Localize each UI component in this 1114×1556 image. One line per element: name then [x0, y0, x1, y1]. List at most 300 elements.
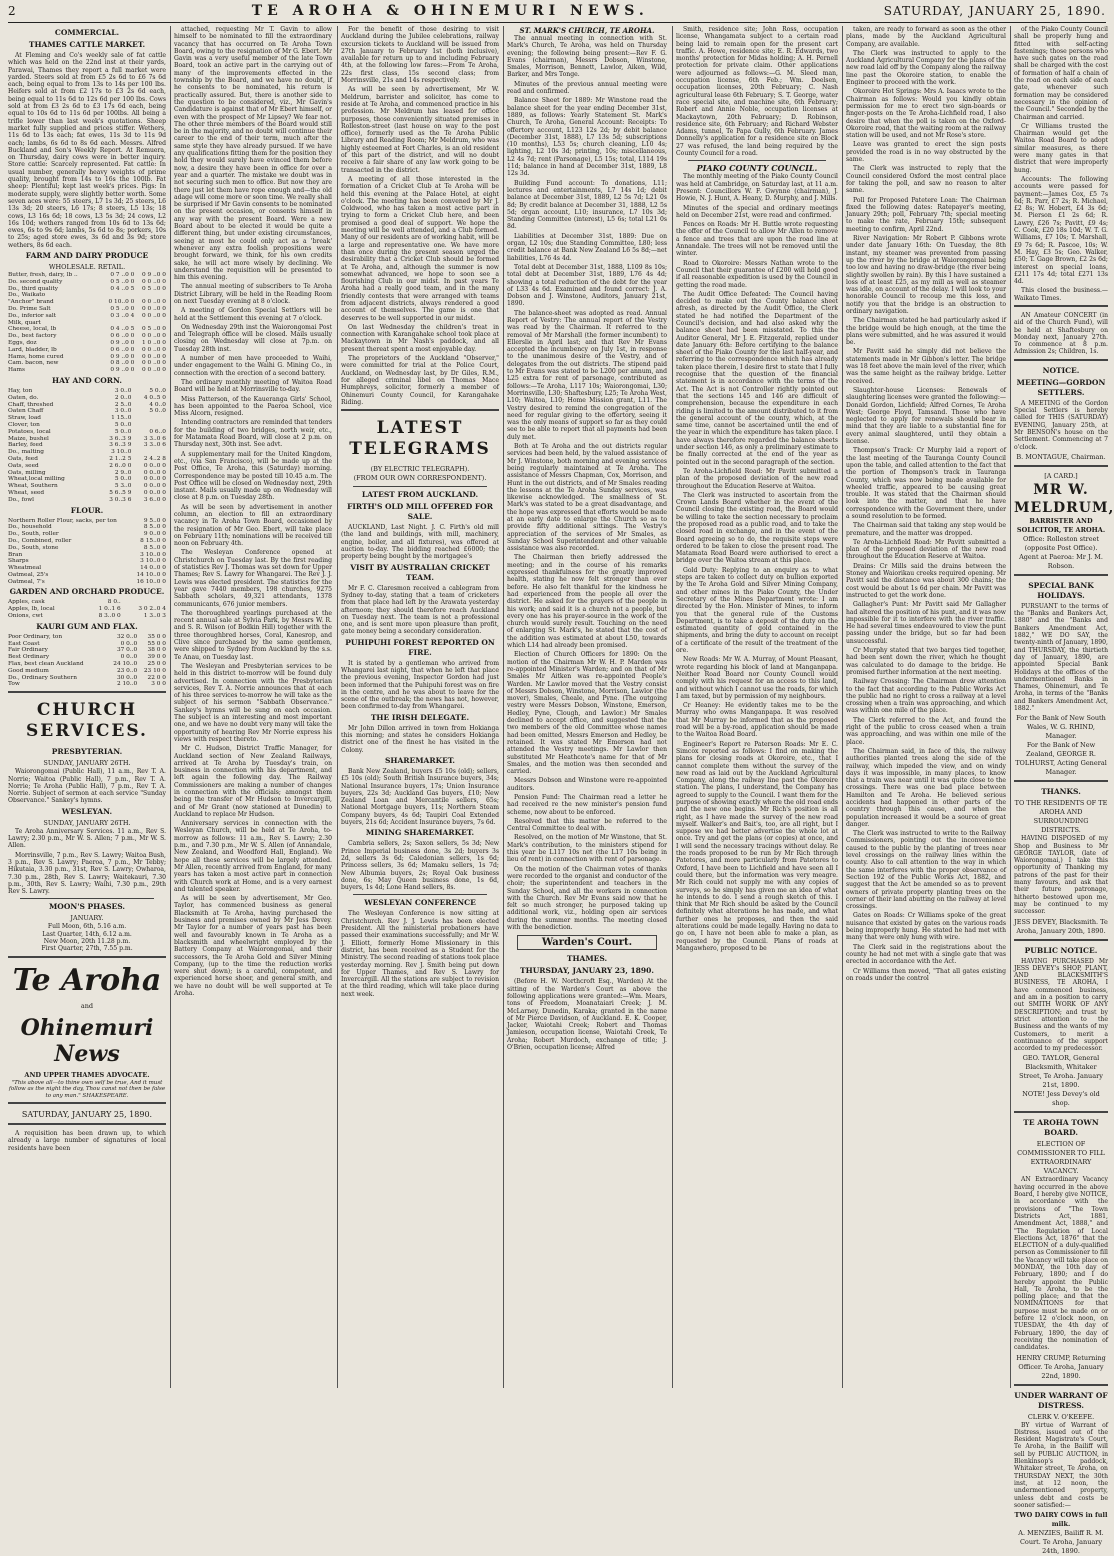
- mining-sharemarket-text: Cambria sellers, 2s; Saxon sellers, 5s 3d; New Prince Imperial business done, 3s 2d; buyers 3s 2d, sellers 3s 6d; Caledonian sellers, 1s 6d; Princess sellers, 3s 6d; Mamaku sellers, 1s 7d; New Albumia buyers, 2s; Royal Oak business done, 6s; May Queen business done, 1s 6d, buyers, 1s 4d; Lone Hand sellers, 8s.: [341, 840, 499, 891]
- latest-from-auckland-heading: LATEST FROM AUCKLAND.: [341, 490, 499, 500]
- table-cell-price: 3 6..0 0: [131, 497, 166, 504]
- wesleyan-services-te-aroha: Te Aroha Anniversary Services. 11 a.m., Rev S. Lawry; 2.30 p.m., Mr W. S. Allen; 7 p.m., Mr W. S. Allen.: [8, 828, 166, 850]
- table-row: [8, 531, 166, 538]
- council-clerk-plans: The Clerk was instructed to apply to the Auckland Agricultural Company for the plans of the new road laid off by the Company along the railway line past the Okoroire station, to enable the Engineer to proceed with the work.: [846, 50, 1006, 86]
- table-row: [8, 449, 166, 456]
- council-poll-place: The Clerk was instructed to reply that the Council considered Oxford the most central place for taking the poll, and saw no reason to alter same.: [846, 165, 1006, 194]
- divider: [8, 1102, 166, 1106]
- st-marks-services: Both at Te Aroha and the out districts regular services had been held, by the valued assistance of Mr J. Winstone, both morning and evening services being regularly maintained at Te Aroha. The assistance of Messrs Chapman, Cox, Morrison, and Hunt in the out districts, and of Mr Smales reading the lessons at the Te Aroha Sunday services, was likewise acknowledged. The smallness of St. Mark's was stated to be a great disadvantage, and the hope was expressed that efforts would be made at an early date to enlarge the Church so as to provide fifty additional sittings. The Vestry's appreciation of the services of Mr Smales, as Sunday School Superintendent and other valuable assistance was also recorded.: [507, 443, 667, 552]
- table-cell-price: 0 0..0 0: [131, 470, 166, 477]
- table-cell-price: 0 0 ..0 0: [134, 354, 166, 361]
- telegrams-source: (BY ELECTRIC TELEGRAPH).: [341, 465, 499, 474]
- page-number: 2: [8, 4, 17, 18]
- table-cell-price: 3 3..0 6: [131, 436, 166, 443]
- table-row: [8, 360, 166, 367]
- table-cell-price: 0 6 ..0 0: [100, 347, 134, 354]
- table-cell-price: 0 5 ..0 0: [134, 286, 166, 293]
- divider: [1014, 465, 1108, 469]
- telegrams-correspondent: (FROM OUR OWN CORRESPONDENT).: [341, 474, 499, 483]
- council-crown-lands: The Clerk was instructed to ascertain from the Crown Lands Board whether in the event of the Council closing the existing road, the Board would be willing to take the section necessary to proclaim the proposed road as a public road, and to take the closed road in exchange, and in the event of the Board agreeing so to do, the requisite steps were ordered to be taken to close the present road. The Matamata Road Board were authorised to erect a bridge over the Waitoa stream at this place.: [676, 492, 838, 565]
- table-cell-price: 4 0..5 0: [131, 395, 166, 402]
- table-cell-price: 0 9 ..0 0: [100, 367, 134, 374]
- table-cell-item: Onions, cwt: [8, 613, 84, 620]
- council-gold-duty: Gold Duty: Replying to an enquiry as to what steps are taken to collect duty on bullion exported by the Te Aroha Gold and Silver Mining Company, and other mines in the Piako County, the Under Secretary of the Mines Department wrote: I am directed by the Hon. Minister of Mines, to inform you that the general rule of the Customs Department, is to take a deposit of the duty on the estimated quantity of gold contained in the shipments, and bring the duty to account on receipt of a certificate of the result of the treatment of the ore.: [676, 567, 838, 655]
- concert-advertisement: AN Amateur CONCERT (in aid of the Church Fund), will be held at Shaftesbury on Monday next, January 27th. To commence at 8 p.m. Admission 2s; Children, 1s.: [1014, 312, 1108, 356]
- divider: [20, 898, 154, 899]
- st-marks-auditors: Messrs Dobson and Winstone were re-appointed auditors.: [507, 777, 667, 792]
- column-rule: [170, 26, 171, 1388]
- table-cell-price: 0 9 ..0 0: [134, 272, 166, 279]
- table-cell-item: Wheat, Southern: [8, 483, 97, 490]
- sharemarket-text: Bank New Zealand, buyers £5 10s (old); sellers, £5 10s (old); South British Insurance buyers, 34s; National Insurance buyers, 17s; Union Insurance buyers, 22s 3d; Auckland Gas buyers, £10; New Zealand Loan and Mercantile sellers, 65s; National Mortgage buyers, 11s; Northern Steam Company buyers, 4s 6d; Taupiri Coal Extended buyers, 21s 6d; Accident Insurance buyers, 7s 6d.: [341, 768, 499, 826]
- council-closed: This closed the business.—Waikato Times.: [1014, 287, 1108, 302]
- table-cell-item: Do., South, roller: [8, 531, 132, 538]
- meldrum-practice-note: As will be seen by advertisement, Mr W. Meldrum, barrister and solicitor, has come to reside at Te Aroha, and commenced practice in his profession. Mr Meldrum has leased for office purposes, those conveniently situated premises in Rolleston-street (last house on way to the post office), formerly used as the Te Aroha Public Library and Reading Room; Mr Meldrum, who was highly esteemed at Fort Charles, is an old resident of this part of the district, and will no doubt receive a fair share of any law work going to be transacted in the district.: [341, 86, 499, 174]
- column-5: [676, 26, 838, 1388]
- table-row: [8, 292, 166, 299]
- gordon-settlers-heading: MEETING—GORDON SETTLERS.: [1014, 378, 1108, 398]
- table-cell-price: 37 0..0: [106, 647, 137, 654]
- table-cell-item: Fair Ordinary: [8, 647, 106, 654]
- table-cell-price: 0 0..0: [106, 654, 137, 661]
- public-notice-note: NOTE! Jess Devey's old shop.: [1014, 1090, 1108, 1108]
- table-row: [8, 463, 166, 470]
- table-cell-price: 3 6..3 9: [97, 442, 132, 449]
- moon-month: JANUARY.: [8, 914, 166, 923]
- table-cell-item: Clover, ton: [8, 422, 97, 429]
- garden-produce-heading: GARDEN AND ORCHARD PRODUCE.: [8, 587, 166, 597]
- council-okoroire-road: Road to Okoroire: Messrs Nathan wrote to the Council that their guarantee of £200 will hold good if all reasonable expedition is used by the Council in getting the road made.: [676, 260, 838, 289]
- council-lichfield-road: Te Aroha-Lichfield Road: Mr Pavitt submitted a plan of the proposed deviation of the new road throughout the Education Reserve at Waitoa.: [676, 468, 838, 490]
- distress-subheading: CLERK V. O'KEEFE.: [1014, 1413, 1108, 1422]
- st-marks-total-debt: Total debt at December 31st, 1888, L109 8s 10s; total debt at December 31st, 1889, L76 4s 4d; showing a total reduction of the debt for the year of L33 4s 6d. Examined and found correct: J. A. Dobson and J. Winstone, Auditors, January 21st, 1890.: [507, 264, 667, 308]
- table-cell-item: Wheatmeal: [8, 565, 132, 572]
- table-cell-price: 0 9 ..0 0: [100, 340, 134, 347]
- cricket-club-note: A meeting of all those interested in the formation of a Cricket Club at Te Aroha will be held this evening at the Palace Hotel, at eight o'clock. The meeting has been convened by Mr J. Coldwood, who has taken a most active part in trying to form a Cricket Club here, and been promised a good deal of support. We hope the meeting will be well attended, and a Club formed. Many of our residents are of working habit, will be a large and representative one. We have more than once during the present season urged the desirability that a Cricket Club should be formed at Te Aroha, and, although the summer is now somewhat advanced, we hope to soon see a flourishing Club in our midst. In past years Te Aroha had a really good team, and in the many friendly contests that were arranged with teams from adjacent districts, always rendered a good account of themselves. The game is one that deserves to be well supported in our midst.: [341, 176, 499, 322]
- table-cell-item: Oaten Chaff: [8, 408, 97, 415]
- table-cell-price: 24 10..0: [106, 661, 137, 668]
- newspaper-motto: "This above all—to thine own self be true, And it must follow as the night the day, Thou canst not then be false to any man." SHAKESPEARE.: [8, 1080, 166, 1100]
- table-cell-price: 0 0 ..0 0: [134, 360, 166, 367]
- table-row: [8, 579, 166, 586]
- table-cell-price: 8 0..: [84, 599, 120, 606]
- column-rule: [842, 26, 843, 1388]
- table-cell-price: 2 4..2 8: [131, 456, 166, 463]
- table-cell-item: Cam. bacon, new: [8, 360, 100, 367]
- council-engineers-report: Engineer's Report re Paterson Roads: Mr E. C. Simcox reported as follows: I find on making the plans for closing roads at Okoroire, etc., that I cannot complete them without the survey of the new road as laid out by the Auckland Agricultural Company, along the railway line past the Okoroire station. The plans, I understand, the Company has agreed to supply to the Council. I want them for the purpose of showing exactly where the old road ends and the new one begins. Mr Rich's position is all right, as I have made the survey of the new road myself. Walker's and Bait's, too, are all right, but I suppose we had better advertise the whole lot at once. Try and get the plans (or copies) at once, and I will send the necessary tracings without delay. Re the roads proposed to be run by Mr Rich through Patetores, and more particularly from Patetores to Oxford, I have been to Lichfield and have seen all I could there, but the information was very meagre. Mr Rich could not supply me with any copies of surveys, so he simply has given me an idea of what he intends to do. I send a rough sketch of this. I think that Mr Rich should be asked by the Council definitely what alterations he has made, and what further ones he proposes, and then the said alterations could be made legally. Having no data to go on, I have not been able to make a plan, as requested by the Council. Plans of roads at Mangawhero, proposed to be: [676, 741, 838, 953]
- st-marks-referral: Resolved that this matter be referred to the Central Committee to deal with.: [507, 818, 667, 833]
- table-cell-price: 5 0..0: [131, 408, 166, 415]
- table-cell-price: 0 5 ..0 0: [134, 326, 166, 333]
- st-marks-stipend: Resolved, on the motion of Mr Winstone, that St. Mark's contribution, to the ministers stipend for this year be L117 10s net (the L17 10s being in lieu of rent) in connection with rent of parsonage.: [507, 834, 667, 863]
- moon-phases-heading: MOON'S PHASES.: [8, 902, 166, 912]
- card-office: Office: Rolleston street (opposite Post Office). Agent at Paeroa: Mr J. M. Robson.: [1014, 535, 1108, 571]
- forest-fire-text: It is stated by a gentleman who arrived from Whangarei last night, that when he left that place the previous evening, Inspector Gordon had just been informed that the Puhipuhi forest was on fire in the centre, and he was about to leave for the scene of the outbreak; the news has not, however, been confirmed to-day from Whangarei.: [341, 660, 499, 711]
- table-cell-item: Bran: [8, 552, 132, 559]
- table-cell-item: Barley, feed: [8, 442, 97, 449]
- table-cell-price: 55 0 0: [137, 641, 166, 648]
- table-cell-price: [131, 415, 166, 422]
- table-cell-price: 5 0..0: [131, 388, 166, 395]
- table-cell-price: 5 0..0: [97, 476, 132, 483]
- table-cell-item: Hay, ton: [8, 388, 97, 395]
- divider: [1014, 780, 1108, 784]
- table-cell-item: Do., household: [8, 524, 132, 531]
- council-railway-trees: The Chairman said, in face of this, the railway authorities planted trees along the side of the railway, which impeded the view, and on windy days it was impossible, in many places, to know that a train was near until it was quite close to the crossings. There was one bad place between Hamilton and Te Aroha. He believed serious accidents had happened in other parts of the country through this cause, and when the population increased it would be a source of great danger.: [846, 748, 1006, 828]
- column-6: [846, 26, 1006, 1388]
- table-cell-price: 30 0..0: [106, 675, 137, 682]
- wesleyan-conference-heading: WESLEYAN CONFERENCE: [341, 898, 499, 908]
- card-name: MR W. MELDRUM,: [1014, 481, 1108, 517]
- wardens-court-date: THURSDAY, JANUARY 23, 1890.: [507, 966, 667, 976]
- divider: [8, 956, 166, 960]
- table-cell-price: 3 0 0: [137, 681, 166, 688]
- table-row: [8, 545, 166, 552]
- table-cell-item: Do., malting: [8, 449, 97, 456]
- newspaper-logo-and: and: [8, 1002, 166, 1011]
- table-cell-price: 0 0 ..0 0: [134, 367, 166, 374]
- table-row: [8, 313, 166, 320]
- wesleyan-conference-text: The Wesleyan Conference is now sitting at Christchurch. Rev J. J. Lewis has been elected President. All the ministerial probationers have passed their examinations successfully; and Mr W. J. Elliott, formerly Home Missionary in this district, has been received as a Student for the Ministry. The second reading of stations took place yesterday morning. Rev J. Smith being put down for Upper Thames, and Rev S. Lawry for Invercargill. All the stations are subject to revision at the third reading, which will take place during next week.: [341, 910, 499, 998]
- table-cell-price: 3 0 2..0 4: [121, 606, 166, 613]
- table-cell-item: Do. Prime Salt: [8, 306, 100, 313]
- table-cell-item: Best Ordinary: [8, 654, 106, 661]
- table-cell-item: Chaff, threshed: [8, 402, 97, 409]
- presbyterian-heading: PRESBYTERIAN.: [8, 747, 166, 757]
- sharemarket-heading: SHAREMARKET.: [341, 756, 499, 766]
- card-title: BARRISTER AND SOLICITOR, TE AROHA.: [1014, 517, 1108, 535]
- table-cell-item: Eggs, doz: [8, 340, 100, 347]
- st-marks-minutes: Minutes of the previous annual meeting were read and confirmed.: [507, 81, 667, 96]
- council-gates-motion: Cr Williams then moved, "That all gates existing on roads under the control: [846, 968, 1006, 983]
- table-cell-price: 0 0..0 0: [131, 476, 166, 483]
- railway-manager-note: Mr C. Hudson, District Traffic Manager, for Auckland section of New Zealand Railways, arrived at Te Aroha by Tuesday's train, on business in connection with his department, and left again the following day. The Railway Commissioners are making a number of changes in connection with the officials; amongst them being the transfer of Mr Hudson to Invercargill, and of Mr Grant (now stationed at Dunedin) to Auckland to replace Mr Hudson.: [174, 745, 332, 818]
- table-cell-price: 14 10..0 0: [132, 572, 166, 579]
- council-sign-posts: Leave was granted to erect the sign posts provided the road is in no way obstructed by the same.: [846, 141, 1006, 163]
- table-cell-item: Apples, cask: [8, 599, 84, 606]
- tenders-note: Intending contractors are reminded that tenders for the building of two bridges, north weir, etc., for Matamata Road Board, will close at 2 p.m. on Thursday next, 30th inst. See advt.: [174, 419, 332, 448]
- st-marks-chairman: The Chairman then briefly addressed the meeting; and in the course of his remarks expressed thankfulness for the greatly improved health, stating he now felt stronger than ever before. He also felt thankful for the kindness he had experienced from the people all over the district. He asked for the prayers of the people in his work; and said it is a church not a people, but every one has his prayer-source in the work of the church would surely result. Touching on the need of enlarging St. Mark's, he stated that the cost of the addition was estimated at about L50, towards which L14 had already been promised.: [507, 554, 667, 649]
- table-cell-price: 0 5 ..0 0: [100, 306, 134, 313]
- council-railway-commissioners: The Clerk was instructed to write to the Railway Commissioners, pointing out the inconvenience caused to the public by the planting of trees near level crossings on the railway lines within the county. Also to call attention to the way in which the same interferes with the proper observance of Section 192 of the Public Works Act, 1882, and suggest that the Act be amended so as to prevent owners of private property planting trees on the corner of their land abutting on the railway at level crossings.: [846, 830, 1006, 910]
- masthead: [8, 0, 1106, 23]
- distress-signature: A. MENZIES, Bailiff R. M. Court. Te Aroha, January 24th, 1890.: [1014, 1529, 1108, 1556]
- table-row: [8, 415, 166, 422]
- table-row: [8, 647, 166, 654]
- st-marks-annual-report: The balance-sheet was adopted as read. Annual Report of Vestry: The annual report of the Vestry was read by the Chairman. It referred to the removal of Mr Marshall (the former incumbent) to Ellerslie in April last; and that Rev Mr Evans accepted the incumbency on July 1st, in response to the unanimous desire of the Vestry, and of delegates from the out districts. The stipend paid to Mr Evans was stated to be L200 per annum, and L25 extra for rent of parsonage, contributed as follows:—Te Aroha, L117 10s; Waiorongomai, L30; Morrinsville, L30; Shaftesbury, L25; Te Aroha West, L10; Waitoa, L10; Home Mission grant, L11. The Vestry desired to remind the congregation of the need for regular giving to the offertory, seeing it was the only means of support so far as they could see to be able to report that all payments had been duly met.: [507, 310, 667, 441]
- table-cell-item: Hams, home cured: [8, 354, 100, 361]
- column-rule: [337, 26, 338, 1388]
- table-row: [8, 333, 166, 340]
- wardens-court-place: THAMES.: [507, 954, 667, 964]
- moon-phase-item: Full Moon, 6th, 5.16 a.m.: [8, 923, 166, 930]
- newspaper-logo-subtitle: AND UPPER THAMES ADVOCATE.: [8, 1071, 166, 1080]
- council-public-works-act: The Clerk referred to the Act, and found the right of the public to cross ceased when a train was approaching, and was within one mile of the place.: [846, 717, 1006, 746]
- table-cell-price: 2 10..0: [106, 681, 137, 688]
- table-cell-price: 0 0 ..0 0: [134, 347, 166, 354]
- bank-holidays-text: PURSUANT to the terms of the "Banks and Bankers Act, 1880" and the "Banks and Bankers Amendment Act, 1882," WE DO SAY, the twenty-ninth of January, 1890, and THURSDAY, the thirtieth day of January, 1890, are appointed Special Bank Holidays at the offices of the undermentioned Banks in Thames, Ohinemuri, and Te Aroha, in terms of the "Banks and Bankers Amendment Act, 1882.": [1014, 603, 1108, 712]
- cattle-market-heading: THAMES CATTLE MARKET.: [8, 40, 166, 50]
- commercial-heading: COMMERCIAL.: [8, 28, 166, 38]
- table-cell-price: 5 0..0: [97, 429, 132, 436]
- table-cell-price: [121, 599, 166, 606]
- sermon-services-note: The Wesleyan and Presbyterian services to be held in this district to-morrow will be found duly advertised. In connection with the Presbyterian services, Rev T. A. Norrie announces that at each of his three services to-morrow he will take as the subject of his sermon "Sabbath Observance." Sankey's hymns will be sung on each occasion. The subject is an interesting and most important one, and we have no doubt very many will take the opportunity of hearing Rev Mr Norrie express his views with respect thereto.: [174, 663, 332, 743]
- irish-delegate-heading: THE IRISH DELEGATE.: [341, 713, 499, 723]
- table-row: [8, 320, 166, 327]
- table-cell-item: Milk, quart: [8, 320, 100, 327]
- table-row: [8, 436, 166, 443]
- firths-mill-heading: FIRTH'S OLD MILL OFFERED FOR SALE.: [341, 502, 499, 522]
- farm-produce-table: [8, 272, 166, 374]
- table-cell-price: 0 6 ..0 0: [100, 333, 134, 340]
- council-minutes: Minutes of the special and ordinary meetings held on December 21st, were read and confirmed.: [676, 205, 838, 220]
- table-cell-item: Do., Combined, roller: [8, 538, 132, 545]
- table-row: [8, 402, 166, 409]
- table-row: [8, 429, 166, 436]
- table-cell-price: 3 0..0: [97, 408, 132, 415]
- distress-heading: UNDER WARRANT OF DISTRESS.: [1014, 1391, 1108, 1411]
- table-row: [8, 286, 166, 293]
- thanks-subheading: TO THE RESIDENTS OF TE AROHA AND SURROUNDING DISTRICTS.: [1014, 799, 1108, 835]
- town-board-heading: TE AROHA TOWN BOARD.: [1014, 1118, 1108, 1138]
- table-cell-price: 0 0..0: [106, 641, 137, 648]
- table-cell-price: 2 6..0 0: [97, 463, 132, 470]
- distress-text: BY virtue of Warrant of Distress, issued out of the Resident Magistrate's Court, Te Aroha, in the Bailiff will sell by PUBLIC AUCTION, in Blenkinsop's paddock, Whitaker street, Te Aroha, on THURSDAY NEXT, the 30th inst, at 12 noon, the undermentioned property, unless debt and costs be sooner satisfied:—: [1014, 1422, 1108, 1510]
- table-cell-price: 14 0..0 0: [132, 565, 166, 572]
- table-cell-price: 5 6..5 9: [97, 490, 132, 497]
- irish-delegate-text: Mr John Dillon arrived in town from Hokianga this morning; and states he considers Hokianga district one of the finest he has visited in the Colony.: [341, 725, 499, 754]
- bank-nsw-signature: For the Bank of New South Wales, W. G. RHIND, Manager.: [1014, 714, 1108, 741]
- farm-produce-heading: FARM AND DAIRY PRODUCE: [8, 251, 166, 261]
- council-fences: Fences on Roads: Mr H. Buttle wrote requesting the offer of the Council to allow Mr Allen to remove a fence and trees that are upon the road line at Annandale. The trees will not be removed until the winter.: [676, 221, 838, 257]
- forest-fire-heading: PUHIPUHI FOREST REPORTED ON FIRE.: [341, 638, 499, 658]
- council-waitoa-gates: Cr Williams trusted the Chairman would get the Waitoa Road Board to adopt similar measures, as there were many gates in that district that were improperly hung.: [1014, 123, 1108, 174]
- table-row: [8, 408, 166, 415]
- table-cell-item: Poor Ordinary, ton: [8, 634, 106, 641]
- yearlings-shipped-note: The thoroughbred yearlings purchased at the recent annual sale at Sylvia Park, by Messrs W. R. and S. R. Wilson (of Bodkin Hill) together with the three thoroughbred horses, Coral, Kanesrop, and Clive since purchased by the same gentlemen, were shipped to Sydney from Auckland by the s.s. Te Anau, on Tuesday last.: [174, 610, 332, 661]
- divider: [1014, 1111, 1108, 1115]
- road-board-meeting-note: The ordinary monthly meeting of Waitoa Road Board will be held at Morrinsville to-day.: [174, 379, 332, 394]
- table-row: [8, 558, 166, 565]
- table-cell-price: 0 0..0 0: [131, 463, 166, 470]
- council-chairman-track: The Chairman said that taking any step would be premature, and the matter was dropped.: [846, 522, 1006, 537]
- table-cell-price: 0 10..0 0: [100, 299, 134, 306]
- table-row: [8, 340, 166, 347]
- table-cell-price: 2 9..0: [97, 470, 132, 477]
- town-board-election-note: As will be seen by advertisement in another column, an election to fill an extraordinary vacancy in Te Aroha Town Board, occasioned by the resignation of Mr Geo. Ebert, will take place on February 11th; nominations will be received till noon on February 4th.: [174, 504, 332, 548]
- firths-mill-text: AUCKLAND, Last Night. J. C. Firth's old mill (the land and buildings, with mill, machinery, engine, boiler, and all fixtures), was offered at auction to-day. The bidding reached £6000; the property being bought by the mortgagee's: [341, 524, 499, 560]
- table-cell-price: 0 7 ..0 0: [100, 272, 134, 279]
- thanks-text: HAVING DISPOSED of my Shop and Business to Mr GEORGE TAYLOR, (late of Waiorongomai,) I take this opportunity of Thanking my patrons of the past for their many favours, and ask that their future patronage, hitherto bestowed upon me, may be continued to my successor.: [1014, 835, 1108, 915]
- moon-phases-list: [8, 923, 166, 952]
- table-row: [8, 395, 166, 402]
- table-row: [8, 470, 166, 477]
- table-cell-price: 8 5..0 0: [132, 524, 166, 531]
- table-row: [8, 654, 166, 661]
- table-cell-price: 0 4 ..0 5: [100, 326, 134, 333]
- column-rule: [672, 26, 673, 1388]
- table-cell-price: 32 0..0: [106, 634, 137, 641]
- table-row: [8, 681, 166, 688]
- town-board-subheading: ELECTION OF COMMISSIONER TO FILL EXTRAORDINARY VACANCY.: [1014, 1140, 1108, 1176]
- table-cell-price: 0 9 ..0 0: [100, 354, 134, 361]
- divider: [1014, 939, 1108, 943]
- observer-libel-note: The proprietors of the Auckland "Observer," were committed for trial at the Police Court, Auckland, on Wednesday last, by Dr Giles, R.M., for alleged criminal libel on Thomas Mace Humphreys, solicitor, formerly a member of Ohinemuri County Council, for Karangahake Riding.: [341, 355, 499, 406]
- divider: [8, 1123, 166, 1127]
- thanks-heading: THANKS.: [1014, 787, 1108, 797]
- presbyterian-services: Waiorongomai (Public Hall), 11 a.m., Rev T. A. Norrie; Waitoa (Public Hall), 7 p.m., Rev T. A. Norrie; Te Aroha (Public Hall), 7 p.m., Rev T. A. Norrie. Subject of sermon at each service "Sunday Observance." Sankey's hymns.: [8, 768, 166, 804]
- school-appointment-note: Miss Patterson, of the Kaueranga Girls' School, has been appointed to the Paeroa School, vice Miss Alcorn, resigned.: [174, 396, 332, 418]
- piako-council-heading: PIAKO COUNTY COUNCIL.: [676, 164, 838, 173]
- council-accounts: Accounts: The following accounts were passed for payment:—James Cox, £5 7s 6d; R. Parr, £7 2s; R. Michael, £2 8s; W. Hobert, £4 3s 6d; M. Pierson £1 2s 6d; R. Lawry, £26 7s; Pavitt, £9 4s; C. Cook, £20 18s 10d; W. T. G. Williams, £7 10s; T. Marshall, £9 7s 6d; R. Pascoe, 10s; W. M. Hay, £3 5s; Geo. Walker, £50; T. Gage Brown, £2 2s 6d; interest on special loans, £211 17s 4d; total £271 13s 4d.: [1014, 176, 1108, 285]
- waihi-battery-note: A number of men have proceeded to Waihi, under engagement to the Waihi G. Mining Co., in connection with the erection of a second battery.: [174, 355, 332, 377]
- table-row: [8, 497, 166, 504]
- table-row: [8, 272, 166, 279]
- table-cell-price: 5 0..0: [97, 422, 132, 429]
- table-cell-price: 3 6..3 9: [97, 436, 132, 443]
- table-cell-price: 8 5..0 0: [132, 545, 166, 552]
- table-row: [8, 354, 166, 361]
- council-barges: Cr Murphy stated that two barges tied together, had been sent down the river, which he thought was calculated to do damage to the bridge. He promised further information at the next meeting.: [846, 647, 1006, 676]
- town-board-text: AN Extraordinary Vacancy having occurred in the above Board, I hereby give NOTICE, in accordance with the provisions of "The Town Districts Act, 1881, Amendment Act, 1888," and "The Regulation of Local Elections Act, 1876" that the ELECTION of a duly-qualified person as Commissioner to fill the Vacancy will take place on MONDAY, the 10th day of February, 1890; and I do hereby appoint the Public Hall, Te Aroha, to be the polling place; and that the NOMINATIONS for that purpose must be made on or before 12 o'clock noon, on TUESDAY, the 4th day of February, 1890, the day of receiving the nomination of candidates.: [1014, 1176, 1108, 1351]
- table-cell-item: Oats, seed: [8, 463, 97, 470]
- column-1: [8, 26, 166, 1388]
- council-pavitt-bridge: Mr Pavitt said he simply did not believe the statements made in Mr Gibbon's letter. The bridge was 18 feet above the main level of the river, which was the same height as the railway bridge. Letter received.: [846, 348, 1006, 384]
- wesleyan-conference-note: The Wesleyan Conference opened at Christchurch on Tuesday last. By the first reading of statistics Rev J. Thomas was set down for Upper Thames; Rev S. Lawry for Whangarei. The Rev J. J. Lewis was elected president. The statistics for the year gave 7440 members, 198 churches, 9275 Sabbath scholars, 49,321 attendants, 1378 communicants, 676 junior members.: [174, 549, 332, 607]
- table-cell-price: 8 3..0 0: [84, 613, 120, 620]
- divider: [1014, 359, 1108, 363]
- column-3: [341, 26, 499, 1388]
- table-cell-price: 9 5..0 0: [132, 518, 166, 525]
- table-cell-item: Sharps: [8, 558, 132, 565]
- table-cell-price: 23 10 0: [137, 668, 166, 675]
- table-cell-item: Do., inferior salt: [8, 313, 100, 320]
- council-river-navigation: River Navigation: Mr Robert P. Gibbons wrote under date January 16th: On Tuesday, the 8th instant, my steamer was prevented from passing up the river by the bridge at Waiorongomai being too low and having no draw-bridge (the river being slightly swollen by rain). By this I have sustained a loss of at least £25, as my mill as well as steamer was idle, on account of the delay. I will look to your honorable Council to recoup me this loss, and notify you that the bridge is an obstruction to ordinary navigation.: [846, 235, 1006, 315]
- council-patetere-loan: Poll for Proposed Patetere Loan: The Chairman fixed the following dates: Ratepayer's meeting, January 29th; poll, February 7th; special meeting to make the rate, February 15th; subsequent meeting to confirm, April 22nd.: [846, 197, 1006, 233]
- table-cell-item: Northern Roller Flour, sacks, per ton: [8, 518, 132, 525]
- council-gates-clerk: The Clerk said in the registrations about the county he had not met with a single gate that was erected in accordance with the Act.: [846, 944, 1006, 966]
- cricket-team-text: Mr F. C. Claresmon received a cablegram from Sydney to-day, stating that a team of cricketers from that place had left by the Arawata yesterday afternoon; they should therefore reach Auckland on Tuesday next. The team is not a professional one, and is sent more upon pleasure than profit, gate money being a secondary consideration.: [341, 585, 499, 636]
- table-cell-item: Good medium: [8, 668, 106, 675]
- wardens-court-heading: Warden's Court.: [517, 935, 657, 950]
- table-cell-price: 4 0..0: [131, 402, 166, 409]
- excursion-tickets-note: For the benefit of those desiring to visit Auckland during the Jubilee celebrations, railway excursion tickets to Auckland will be issued from 27th January to February 1st (both inclusive), available for return up to and including February 4th, at the following low fares:—From Te Aroha, 22s first class, 15s second class; from Morrinsville, 21s and 14s respectively.: [341, 26, 499, 84]
- moon-phase-item: New Moon, 20th 11.28 p.m.: [8, 938, 166, 945]
- divider: [353, 486, 487, 487]
- table-cell-item: Do., third quality: [8, 286, 100, 293]
- table-cell-price: 3 3..0 6: [131, 442, 166, 449]
- table-cell-item: Apples, lb, local: [8, 606, 84, 613]
- library-meeting-note: The annual meeting of subscribers to Te Aroha District Library, will be held in the Reading Room on next Tuesday evening at 8 o'clock.: [174, 283, 332, 305]
- table-cell-price: 39 0 0: [137, 654, 166, 661]
- st-marks-meeting: The annual meeting in connection with St. Mark's Church, Te Aroha, was held on Thursday evening; the following being present:—Rev F. G. Evans (chairman), Messrs Dobson, Winstone, Smales, Morrison, Bennett, Lawlor, Aiken, Wild, Barker, and Mrs Tonge.: [507, 35, 667, 79]
- table-cell-price: [131, 449, 166, 456]
- issue-date: SATURDAY, JANUARY 25, 1890.: [884, 4, 1106, 18]
- council-slaughter-licenses: Slaughter-house Licenses: Renewals of slaughtering licenses were granted the following:—Donald Gordon, Lichfield; Alfred Cornes, Te Aroha West; George Floyd, Tamsand. Those who have neglected to apply for renewals should bear in mind that they are liable to a substantial fine for every animal slaughtered, until they obtain a license.: [846, 387, 1006, 445]
- wesleyan-services-district: Morrinsville, 7 p.m., Rev S. Lawry; Waitoa Bush, 3 p.m., Rev S. Lawry; Paeroa, 7 p.m., Mr Tebby; Hikutaia, 3.30 p.m., 31st, Rev S. Lawry; Owharoa, 7.30 p.m., 28th, Rev S. Lawry; Waitekauri, 7.30 p.m., 30th, Rev S. Lawry; Waihi, 7.30 p.m., 29th Rev S. Lawry.: [8, 852, 166, 896]
- public-notice-text: HAVING PURCHASED Mr JESS DEVEY's SHOP, PLANT, AND BLACKSMITH'S BUSINESS, TE AROHA, I have commenced business, and am in a position to carry out SMITH WORK OF ANY DESCRIPTION; and trust by strict attention to the Business and the wants of my Customers, to merit a continuance of the support accorded to my predecessor.: [1014, 958, 1108, 1053]
- table-cell-item: Do., fowl: [8, 497, 97, 504]
- requisition-paragraph: A requisition has been drawn up, to which already a large number of signatures of local residents have been: [8, 1130, 166, 1152]
- blacksmith-business-note: As will be seen by advertisement, Mr Geo. Taylor, has commenced business as general Blacksmith at Te Aroha, having purchased the business and premises owned by Mr Jess Devey. Mr Taylor for a number of years past has been well and favourably known in Te Aroha as a blacksmith and wheelwright employed by the Battery Company at Waiorongomai, and their successors, the Te Aroha Gold and Silver Mining Company, (up to the time the reduction works were shut down); is a careful, competent, and experienced horse shoer, and general smith, and we have no doubt will be well supported at Te Aroha.: [174, 895, 332, 997]
- table-row: [8, 388, 166, 395]
- gordon-settlers-note: A meeting of Gordon Special Settlers will be held at the Settlement this evening at 7 o'clock.: [174, 307, 332, 322]
- table-row: [8, 675, 166, 682]
- table-cell-price: 2 1..2 5: [97, 456, 132, 463]
- divider: [1014, 305, 1108, 309]
- council-murray: Cr Heaney: He evidently takes me to be the Murray who owns Manganpapa. It was resolved that Mr Murray be informed that as the proposed road will be a by-road, application should be made to the Waitoa Road Board.: [676, 702, 838, 738]
- wesleyan-heading: WESLEYAN.: [8, 807, 166, 817]
- st-marks-pension: Pension Fund: The Chairman read a letter he had received re the new minister's pension fund scheme, now about to be enforced.: [507, 794, 667, 816]
- council-gates: Gates on Roads: Cr Williams spoke of the great nuisance that existed by gates on the various roads being improperly hung. He stated he had met with many that were only hung with wire.: [846, 912, 1006, 941]
- farm-produce-columns: WHOLESALE. RETAIL.: [8, 263, 166, 272]
- table-row: [8, 552, 166, 559]
- table-cell-price: 8 15..0 0: [132, 538, 166, 545]
- table-cell-price: 0 0 ..0 0: [134, 299, 166, 306]
- table-cell-price: 0 0..0 0: [131, 483, 166, 490]
- supplementary-mail-note: A supplementary mail for the United Kingdom, etc., (via San Francisco), will be made up at the Post Office, Te Aroha, this (Saturday) morning. Correspondence may be posted till 10.45 a.m. The Post Office will be closed on Wednesday next, 29th instant. Mails usually made up on Wednesday will close at 8 p.m. on Tuesday 28th.: [174, 451, 332, 502]
- newspaper-title: TE AROHA & OHINEMURI NEWS.: [252, 3, 649, 19]
- table-cell-item: Wheat, seed: [8, 490, 97, 497]
- council-thompsons-track: Thompson's Track: Cr Murphy laid a report of the last meeting of the Tauranga County Council upon the table, and called attention to the fact that the portion of Thompson's track in Tauranga County, which was now being made available for wheeled traffic, appeared to be causing great trouble. It was stated that the Chairman should look into the matter, and that he have correspondence with the Government there, under a sound resolution to be formed.: [846, 447, 1006, 520]
- flour-heading: FLOUR.: [8, 506, 166, 516]
- distress-item: TWO DAIRY COWS in full milk.: [1014, 1511, 1108, 1529]
- table-cell-item: Butter, fresh, dairy, lb ..: [8, 272, 100, 279]
- table-cell-item: Cheese, local, lb: [8, 326, 100, 333]
- table-row: [8, 606, 166, 613]
- council-railway-crossing: Railway Crossing: The Chairman drew attention to the fact that according to the Public Works Act the public had no right to cross a railway at a level crossing when a train was approaching, and which was within one mile of the place.: [846, 678, 1006, 714]
- table-row: [8, 490, 166, 497]
- table-cell-price: 1 15..0: [97, 415, 132, 422]
- table-cell-price: 2 5..0: [97, 402, 132, 409]
- card-heading: [A CARD.]: [1014, 472, 1108, 481]
- table-cell-price: 1 0..1 6: [84, 606, 120, 613]
- newspaper-logo-ohinemuri: Ohinemuri News: [8, 1015, 166, 1067]
- table-cell-item: Tow: [8, 681, 106, 688]
- table-row: [8, 476, 166, 483]
- table-cell-price: [131, 422, 166, 429]
- kauri-gum-table: [8, 634, 166, 688]
- wardens-court-text: (Before H. W. Northcroft Esq., Warden) At the sitting of the Warden's Court as above the following applications were granted:—Wm. Mears, tons of Freedom, Moanataiari Creek; J. M. McLarney, Dunedin, Karaka; granted in the name of Mr Pierce Davidson, of Auckland. E. K. Cooper, Jacker, Waiotahi Creek; Robert and Thomas Jamieson, occupation license, Waiotahi Creek, Te Aroha; Robert Murdoch, exchange of title; J. O'Brien, occupation license; Alfred: [507, 978, 667, 1051]
- flour-table: [8, 518, 166, 586]
- table-cell-item: Maize, bushel: [8, 436, 97, 443]
- council-gates-motion-continued: of the Piako County Council shall be properly hung and fitted with self-acting fastenings; those persons who have such gates on the road shall be charged with the cost of formation of half a chain of the road on each side of each gate, whenever such formation may be considered necessary in the opinion of the Council." Seconded by the Chairman and carried.: [1014, 26, 1108, 121]
- st-marks-building-fund: Building Fund account: To donations, L11; lectures and entertainments, L7 14s 1d; debit balance at December 31st, 1889, L2 5s 7d; L21 0s 8d; By credit balance at December 31, 1888, L2 5s 5d; organ account, L10; insurance, L7 10s 3d; Standing Committee (interest), L5 6s; total L21 0s 8d.: [507, 180, 667, 231]
- st-marks-thanks: On the motion of the Chairman votes of thanks were recorded to the organist and conductor of the choir; the superintendent and teachers in the Sunday School, and all the workers in connection with the Church. Rev Mr Evans said now that he felt so much stronger, he purposed taking up additional work, viz., holding open air services during the summer months. The meeting closed with the benediction.: [507, 866, 667, 932]
- bank-holidays-heading: SPECIAL BANK HOLIDAYS.: [1014, 581, 1108, 601]
- table-cell-price: 0 0..0 0: [131, 490, 166, 497]
- table-cell-price: 1 0 ..0 0: [134, 340, 166, 347]
- column-rule: [1010, 26, 1011, 1388]
- table-row: [8, 565, 166, 572]
- table-row: [8, 279, 166, 286]
- divider: [8, 691, 166, 695]
- notice-heading: NOTICE.: [1014, 366, 1108, 376]
- table-cell-price: 3 10..0 0: [132, 558, 166, 565]
- table-cell-price: 0 3 ..0 4: [100, 313, 134, 320]
- table-cell-item: East Coast: [8, 641, 106, 648]
- table-cell-price: [134, 320, 166, 327]
- table-row: [8, 483, 166, 490]
- table-cell-item: Lard, bladder, lb: [8, 347, 100, 354]
- latest-telegrams-heading: LATEST TELEGRAMS: [341, 418, 499, 460]
- column-rule: [503, 26, 504, 1388]
- table-row: [8, 524, 166, 531]
- hay-corn-heading: HAY AND CORN.: [8, 376, 166, 386]
- gordon-settlers-text: A MEETING of the Gordon Special Settlers is hereby called for THIS (SATURDAY) EVENING, January 25th, at Mr BENSON's house on the Settlement. Commencing at 7 o'clock.: [1014, 400, 1108, 451]
- editorial-date: SATURDAY, JANUARY 25, 1890.: [8, 1109, 166, 1120]
- table-cell-price: 3 10..0: [97, 449, 132, 456]
